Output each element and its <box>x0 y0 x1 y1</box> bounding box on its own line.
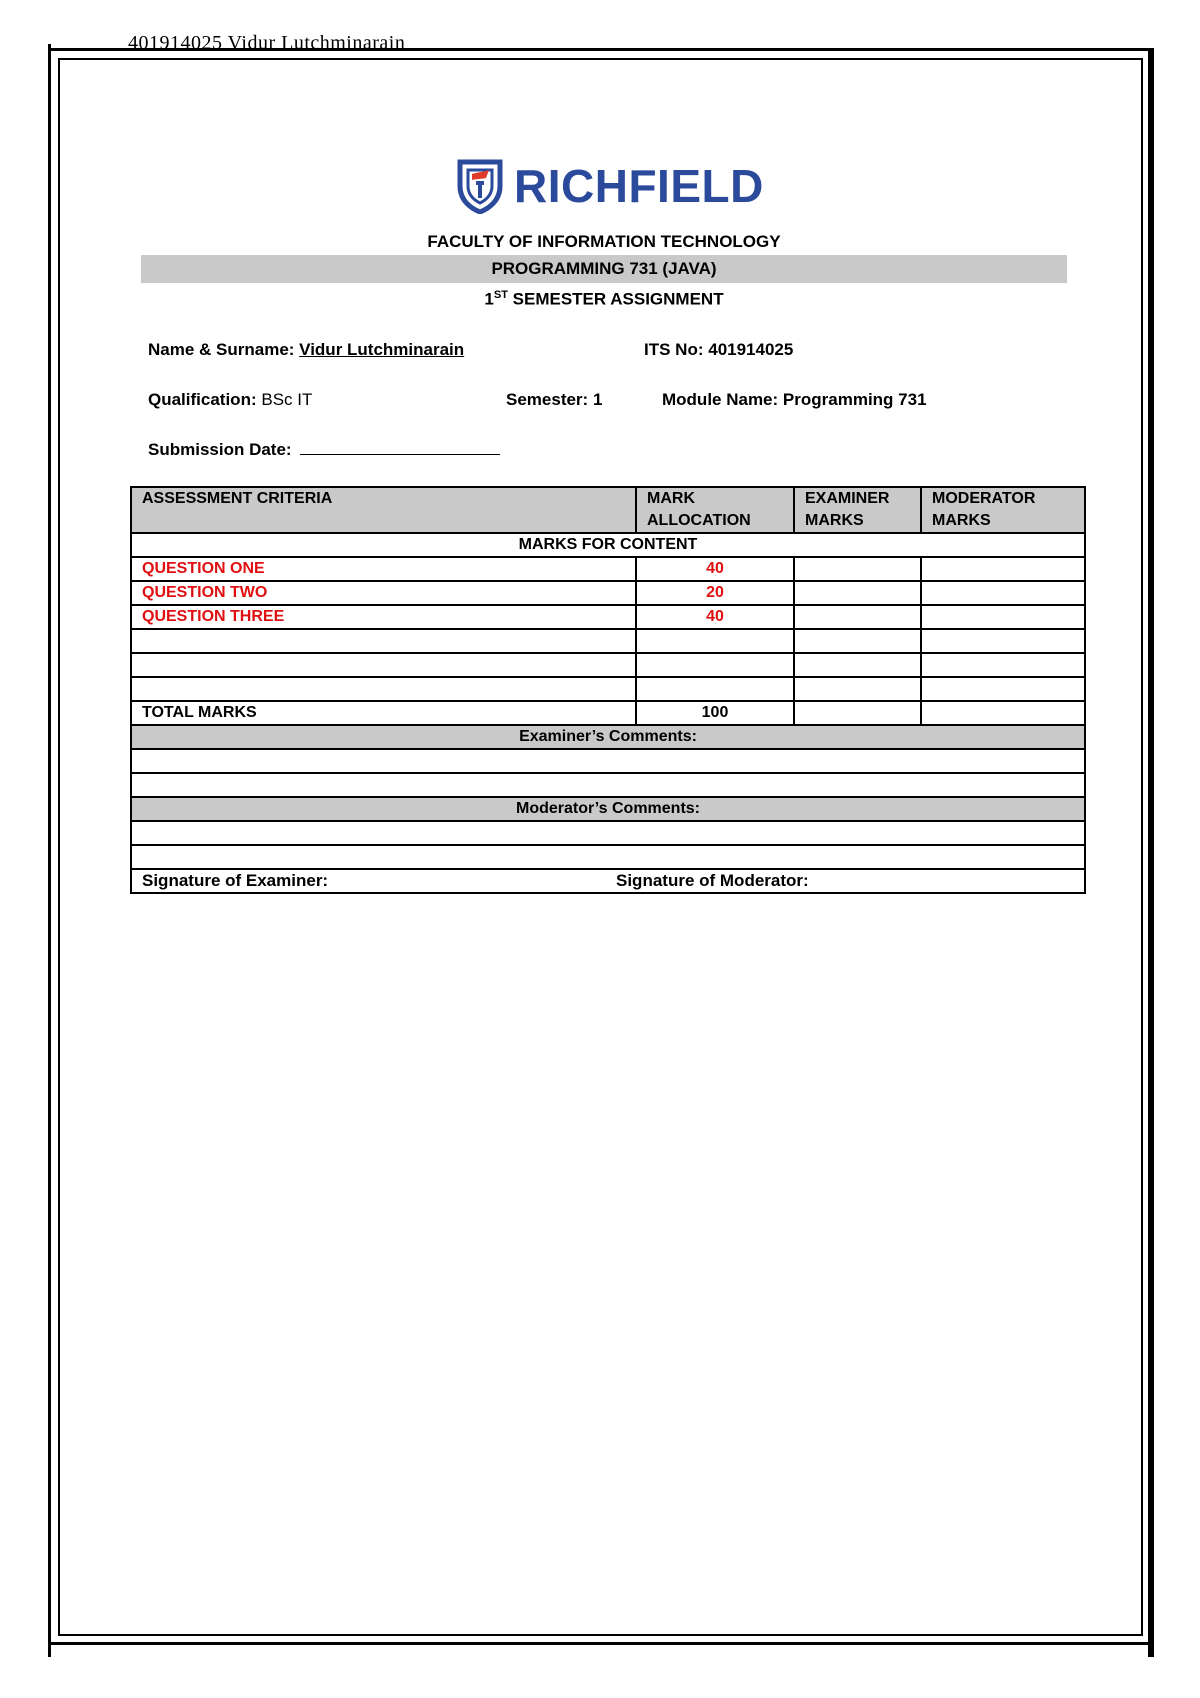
criteria-cell: QUESTION THREE <box>131 605 636 629</box>
semester-number: 1 <box>484 289 494 309</box>
examiner-cell <box>794 605 921 629</box>
semester-field <box>506 390 602 410</box>
comment-line <box>131 749 1085 773</box>
section-row <box>131 533 1085 557</box>
criteria-cell: QUESTION ONE <box>131 557 636 581</box>
empty-row <box>131 677 1085 701</box>
module-field <box>662 390 927 410</box>
allocation-cell: 20 <box>636 581 794 605</box>
logo-wordmark: RICHFIELD <box>514 160 764 212</box>
examiner-comments-label: Examiner’s Comments: <box>131 725 1085 749</box>
header-moderator: MODERATOR MARKS <box>921 487 1085 533</box>
border-tick <box>48 1645 51 1657</box>
border-tick <box>1148 1645 1154 1657</box>
total-value: 100 <box>636 701 794 725</box>
allocation-cell: 40 <box>636 605 794 629</box>
moderator-cell <box>921 581 1085 605</box>
comment-line <box>131 773 1085 797</box>
name-field <box>148 340 464 360</box>
semester-title <box>141 289 1067 310</box>
page-header: 401914025 Vidur Lutchminarain <box>128 32 406 54</box>
faculty-title: FACULTY OF INFORMATION TECHNOLOGY <box>427 232 781 251</box>
header-allocation: MARK ALLOCATION <box>636 487 794 533</box>
semester-superscript: ST <box>493 289 508 301</box>
total-moderator-cell <box>921 701 1085 725</box>
submission-date-line <box>300 438 500 455</box>
its-field <box>644 340 793 360</box>
qualification-field <box>148 390 312 410</box>
richfield-logo <box>456 158 764 214</box>
moderator-cell <box>921 605 1085 629</box>
assessment-table <box>130 486 1086 894</box>
total-row <box>131 701 1085 725</box>
section-label: MARKS FOR CONTENT <box>131 533 1085 557</box>
submission-label: Submission Date: <box>148 440 292 459</box>
table-row <box>131 557 1085 581</box>
header-examiner: EXAMINER MARKS <box>794 487 921 533</box>
semester-value: 1 <box>592 390 603 409</box>
programme-title: PROGRAMMING 731 (JAVA) <box>491 259 717 278</box>
semester-rest: SEMESTER ASSIGNMENT <box>507 289 724 309</box>
moderator-comments-label: Moderator’s Comments: <box>131 797 1085 821</box>
examiner-cell <box>794 557 921 581</box>
module-label: Module Name: <box>662 390 779 409</box>
empty-row <box>131 653 1085 677</box>
qualification-value: BSc IT <box>261 390 313 409</box>
comment-line <box>131 845 1085 869</box>
table-row <box>131 605 1085 629</box>
examiner-cell <box>794 581 921 605</box>
name-value: Vidur Lutchminarain <box>299 340 465 359</box>
module-value: Programming 731 <box>782 390 927 409</box>
total-examiner-cell <box>794 701 921 725</box>
signature-moderator: Signature of Moderator: <box>616 871 809 890</box>
signature-row <box>131 869 1085 893</box>
moderator-cell <box>921 557 1085 581</box>
name-label: Name & Surname: <box>148 340 295 359</box>
signature-examiner: Signature of Examiner: <box>142 871 329 890</box>
shield-flame-icon <box>456 158 504 214</box>
its-value: 401914025 <box>708 340 794 359</box>
allocation-cell: 40 <box>636 557 794 581</box>
examiner-comments-row <box>131 725 1085 749</box>
semester-label: Semester: <box>506 390 589 409</box>
empty-row <box>131 629 1085 653</box>
moderator-comments-row <box>131 797 1085 821</box>
table-row <box>131 581 1085 605</box>
qualification-label: Qualification: <box>148 390 257 409</box>
table-header-row <box>131 487 1085 533</box>
header-criteria: ASSESSMENT CRITERIA <box>131 487 636 533</box>
total-label: TOTAL MARKS <box>131 701 636 725</box>
criteria-cell: QUESTION TWO <box>131 581 636 605</box>
comment-line <box>131 821 1085 845</box>
its-label: ITS No: <box>644 340 704 359</box>
submission-field <box>148 438 500 460</box>
